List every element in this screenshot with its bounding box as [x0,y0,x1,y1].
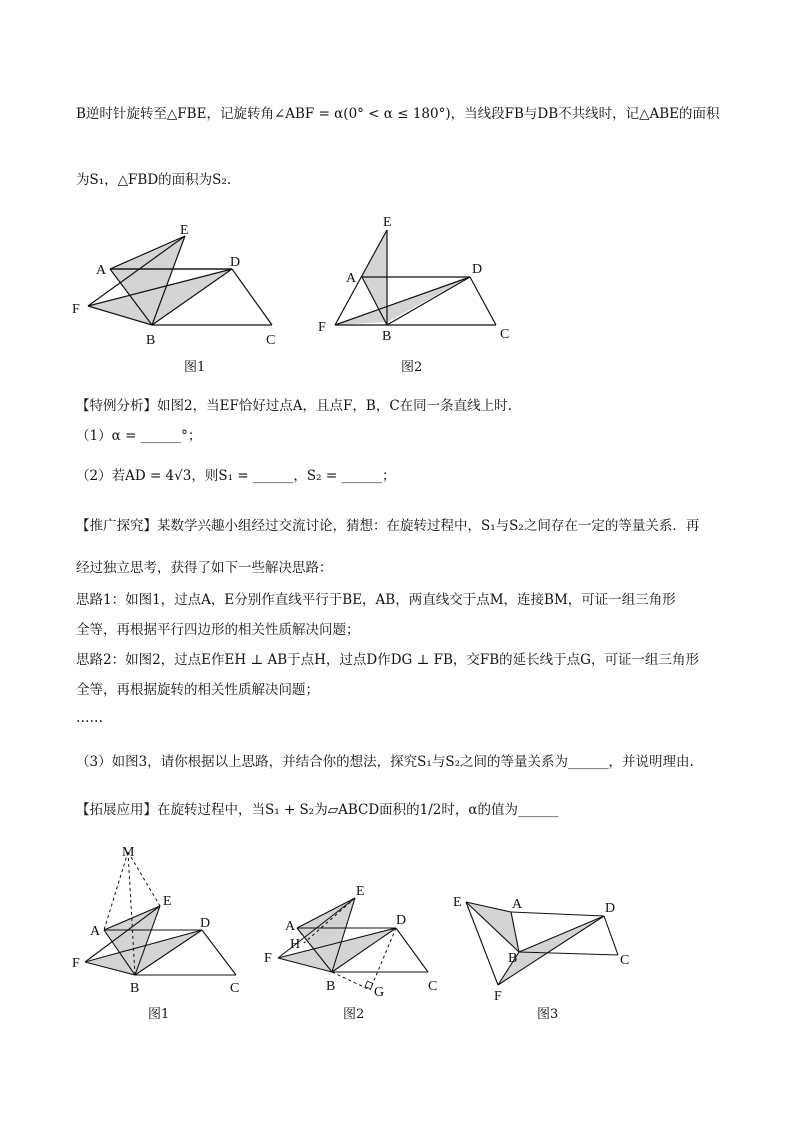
label-F: F [264,951,272,966]
ellipsis: …… [76,710,103,726]
question-1: （1）α = ______°； [76,428,202,444]
label-D: D [200,916,211,931]
top-figure-2 [318,215,509,375]
top-figure-1 [72,223,275,375]
label-F: F [318,320,326,335]
label-M: M [122,845,135,860]
label-E: E [383,215,392,230]
label-C: C [620,953,630,968]
label-C: C [500,327,510,342]
text-line-2: 为S₁，△FBD的面积为S₂. [76,172,232,188]
label-F: F [72,302,80,317]
bottom-figure-2 [264,884,437,1022]
bottom-figure-3 [453,895,629,1022]
text-generalize: 【推广探究】某数学兴趣小组经过交流讨论，猜想：在旋转过程中，S₁与S₂之间存在一定的等量关系．再 [76,518,700,534]
question-2: （2）若AD = 4√3，则S₁ = ______，S₂ = ______； [76,468,396,484]
idea-2-cont: 全等，再根据旋转的相关性质解决问题； [76,682,319,698]
label-A: A [90,924,101,939]
caption-fig2: 图2 [343,1007,365,1022]
label-A: A [285,919,296,934]
label-C: C [266,333,276,348]
question-3: （3）如图3，请你根据以上思路，并结合你的想法，探究S₁与S₂之间的等量关系为______，并说明理由. [76,754,694,770]
label-H: H [290,937,301,952]
label-A: A [96,263,107,278]
caption-fig1: 图1 [148,1007,170,1022]
label-B: B [382,329,392,344]
label-B: B [146,333,156,348]
bottom-figure-1 [72,845,239,1022]
label-E: E [356,884,365,899]
label-E: E [163,894,172,909]
label-C: C [230,981,240,996]
idea-2: 思路2：如图2，过点E作EH ⊥ AB于点H，过点D作DG ⊥ FB，交FB的延长线于点G，可证一组三角形 [76,652,699,668]
label-E: E [453,895,462,910]
label-A: A [346,271,357,286]
label-F: F [494,989,502,1004]
label-G: G [374,985,385,1000]
extension: 【拓展应用】在旋转过程中，当S₁ + S₂为▱ABCD面积的1/2时，α的值为______ [76,802,559,818]
label-B: B [130,981,140,996]
label-D: D [396,913,407,928]
text-generalize-2: 经过独立思考，获得了如下一些解决思路： [76,560,333,576]
label-D: D [605,901,616,916]
label-B: B [326,979,336,994]
label-F: F [72,956,80,971]
text-line-1: B逆时针旋转至△FBE，记旋转角∠ABF = α(0° < α ≤ 180°)，当线段FB与DB不共线时，记△ABE的面积 [76,106,720,122]
caption-fig2: 图2 [401,360,423,375]
label-E: E [180,223,189,238]
idea-1: 思路1：如图1，过点A，E分别作直线平行于BE，AB，两直线交于点M，连接BM，可证一组三角形 [76,592,676,608]
caption-fig3: 图3 [537,1007,559,1022]
label-D: D [472,262,483,277]
idea-1-cont: 全等，再根据平行四边形的相关性质解决问题； [76,622,360,638]
label-A: A [512,897,523,912]
label-B: B [508,951,518,966]
label-D: D [230,255,241,270]
label-C: C [428,979,438,994]
text-special-case: 【特例分析】如图2，当EF恰好过点A，且点F，B，C在同一条直线上时. [76,398,512,414]
caption-fig1: 图1 [184,360,206,375]
